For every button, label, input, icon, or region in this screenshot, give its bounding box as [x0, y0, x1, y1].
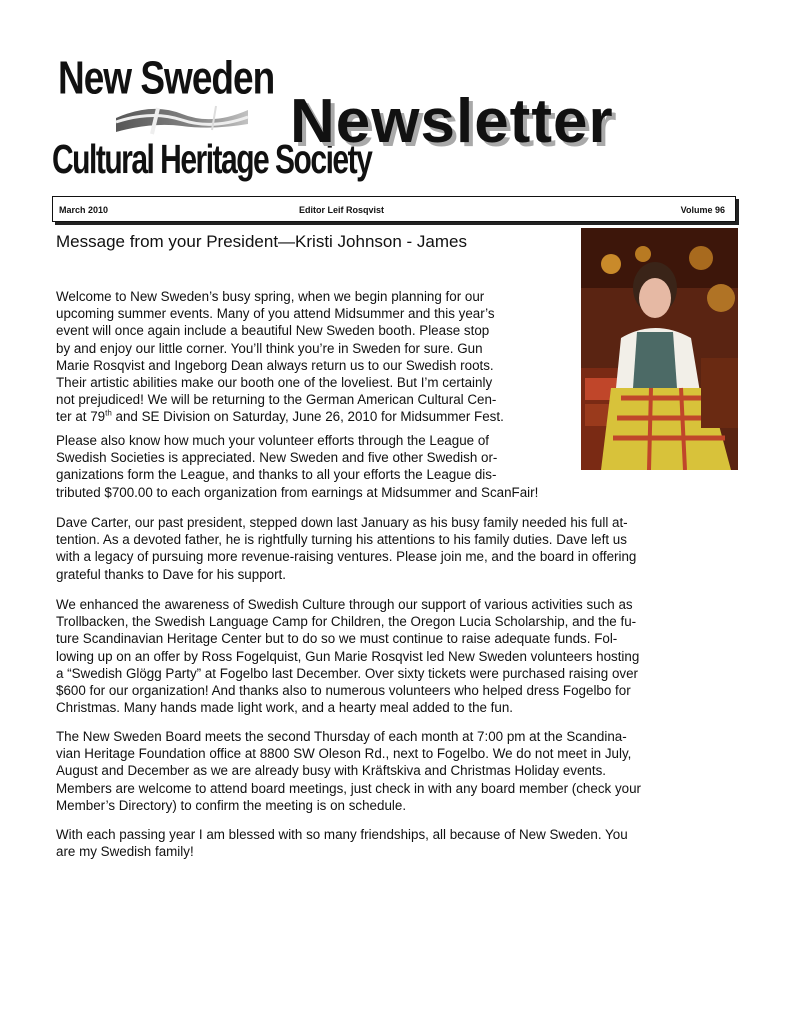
text-line: tributed $700.00 to each organization from earnings at Midsummer and ScanFair!	[56, 484, 539, 500]
society-logo	[52, 52, 372, 192]
text-line: Members are welcome to attend board meetings, just check in with any board member (check your	[56, 780, 641, 796]
text-line: tention. As a devoted father, he is rightfully turning his attentions to his family duties. Dave left us	[56, 532, 627, 548]
text-line: Please also know how much your volunteer efforts through the League of	[56, 433, 489, 448]
text-line: Swedish Societies is appreciated. New Sweden and five other Swedish or-	[56, 450, 498, 466]
text-line: are my Swedish family!	[56, 844, 194, 860]
text-line: $600 for our organization! And thanks also to numerous volunteers who helped dress Fogelbo for	[56, 683, 631, 699]
text-line: with a legacy of pursuing more revenue-raising ventures. Please join me, and the board in offering	[56, 549, 637, 565]
volume-number: Volume 96	[680, 205, 725, 215]
article-heading: Message from your President—Kristi Johnson - James	[56, 232, 467, 251]
paragraph-welcome	[56, 288, 504, 426]
text-line: Member’s Directory) to confirm the meeting is on schedule.	[56, 797, 407, 813]
text-line: With each passing year I am blessed with so many friendships, all because of New Sweden. You	[56, 827, 628, 842]
text-line: a “Swedish Glögg Party” at Fogelbo last December. Over sixty tickets were purchased raising over	[56, 665, 638, 681]
text-line: Their artistic abilities make our booth one of the loveliest. But I’m certainly	[56, 375, 493, 391]
text-line: grateful thanks to Dave for his support.	[56, 566, 286, 582]
text-line: by and enjoy our little corner. You’ll think you’re in Sweden for sure. Gun	[56, 340, 483, 356]
text-line: Dave Carter, our past president, stepped down last January as his busy family needed his full at-	[56, 515, 628, 530]
text-line: vian Heritage Foundation office at 8800 SW Oleson Rd., next to Fogelbo. We do not meet in July,	[56, 746, 632, 762]
text-line: The New Sweden Board meets the second Thursday of each month at 7:00 pm at the Scandina-	[56, 729, 627, 744]
text-line: August and December as we are already busy with Kräftskiva and Christmas Holiday events.	[56, 763, 607, 779]
ordinal-suffix: th	[105, 408, 112, 418]
text-line: event will once again include a beautiful New Sweden booth. Please stop	[56, 323, 490, 339]
text-line: ganizations form the League, and thanks to all your efforts the League dis-	[56, 467, 497, 483]
paragraph-closing	[56, 826, 628, 860]
text-line: upcoming summer events. Many of you attend Midsummer and this year’s	[56, 306, 495, 322]
portrait-illustration-icon	[581, 228, 738, 470]
paragraph-league	[56, 432, 538, 501]
paragraph-swedish-culture	[56, 596, 639, 716]
text-fragment: ter at 79	[56, 409, 106, 425]
text-line: Marie Rosqvist and Ingeborg Dean always return us to our Swedish roots.	[56, 357, 494, 373]
paragraph-dave-carter	[56, 514, 636, 583]
issue-date: March 2010	[59, 205, 109, 215]
editor-credit: Editor Leif Rosqvist	[299, 205, 385, 215]
text-line: lowing up on an offer by Ross Fogelquist, Gun Marie Rosqvist led New Sweden volunteers hosting	[56, 648, 640, 664]
text-line: ture Scandinavian Heritage Center but to do so we must continue to raise adequate funds. Fol-	[56, 631, 618, 647]
issue-info-bar	[52, 196, 736, 222]
paragraph-board-meetings	[56, 728, 641, 814]
text-line: Welcome to New Sweden’s busy spring, when we begin planning for our	[56, 289, 485, 304]
text-line: Trollbacken, the Swedish Language Camp for Children, the Oregon Lucia Scholarship, and the fu-	[56, 614, 637, 630]
text-line: We enhanced the awareness of Swedish Culture through our support of various activities such as	[56, 597, 633, 612]
text-fragment: and SE Division on Saturday, June 26, 2010 for Midsummer Fest.	[111, 409, 504, 425]
newsletter-masthead: Newsletter	[290, 87, 614, 156]
logo-line-2: Cultural Heritage Society	[52, 138, 372, 183]
logo-line-1: New Sweden	[58, 52, 275, 104]
text-line	[56, 408, 504, 425]
text-line: Christmas. Many hands made light work, and a hearty meal added to the fun.	[56, 700, 514, 716]
swedish-flag-icon	[112, 100, 252, 136]
president-portrait-photo	[581, 228, 738, 470]
text-line: not prejudiced! We will be returning to the German American Cultural Cen-	[56, 392, 497, 408]
